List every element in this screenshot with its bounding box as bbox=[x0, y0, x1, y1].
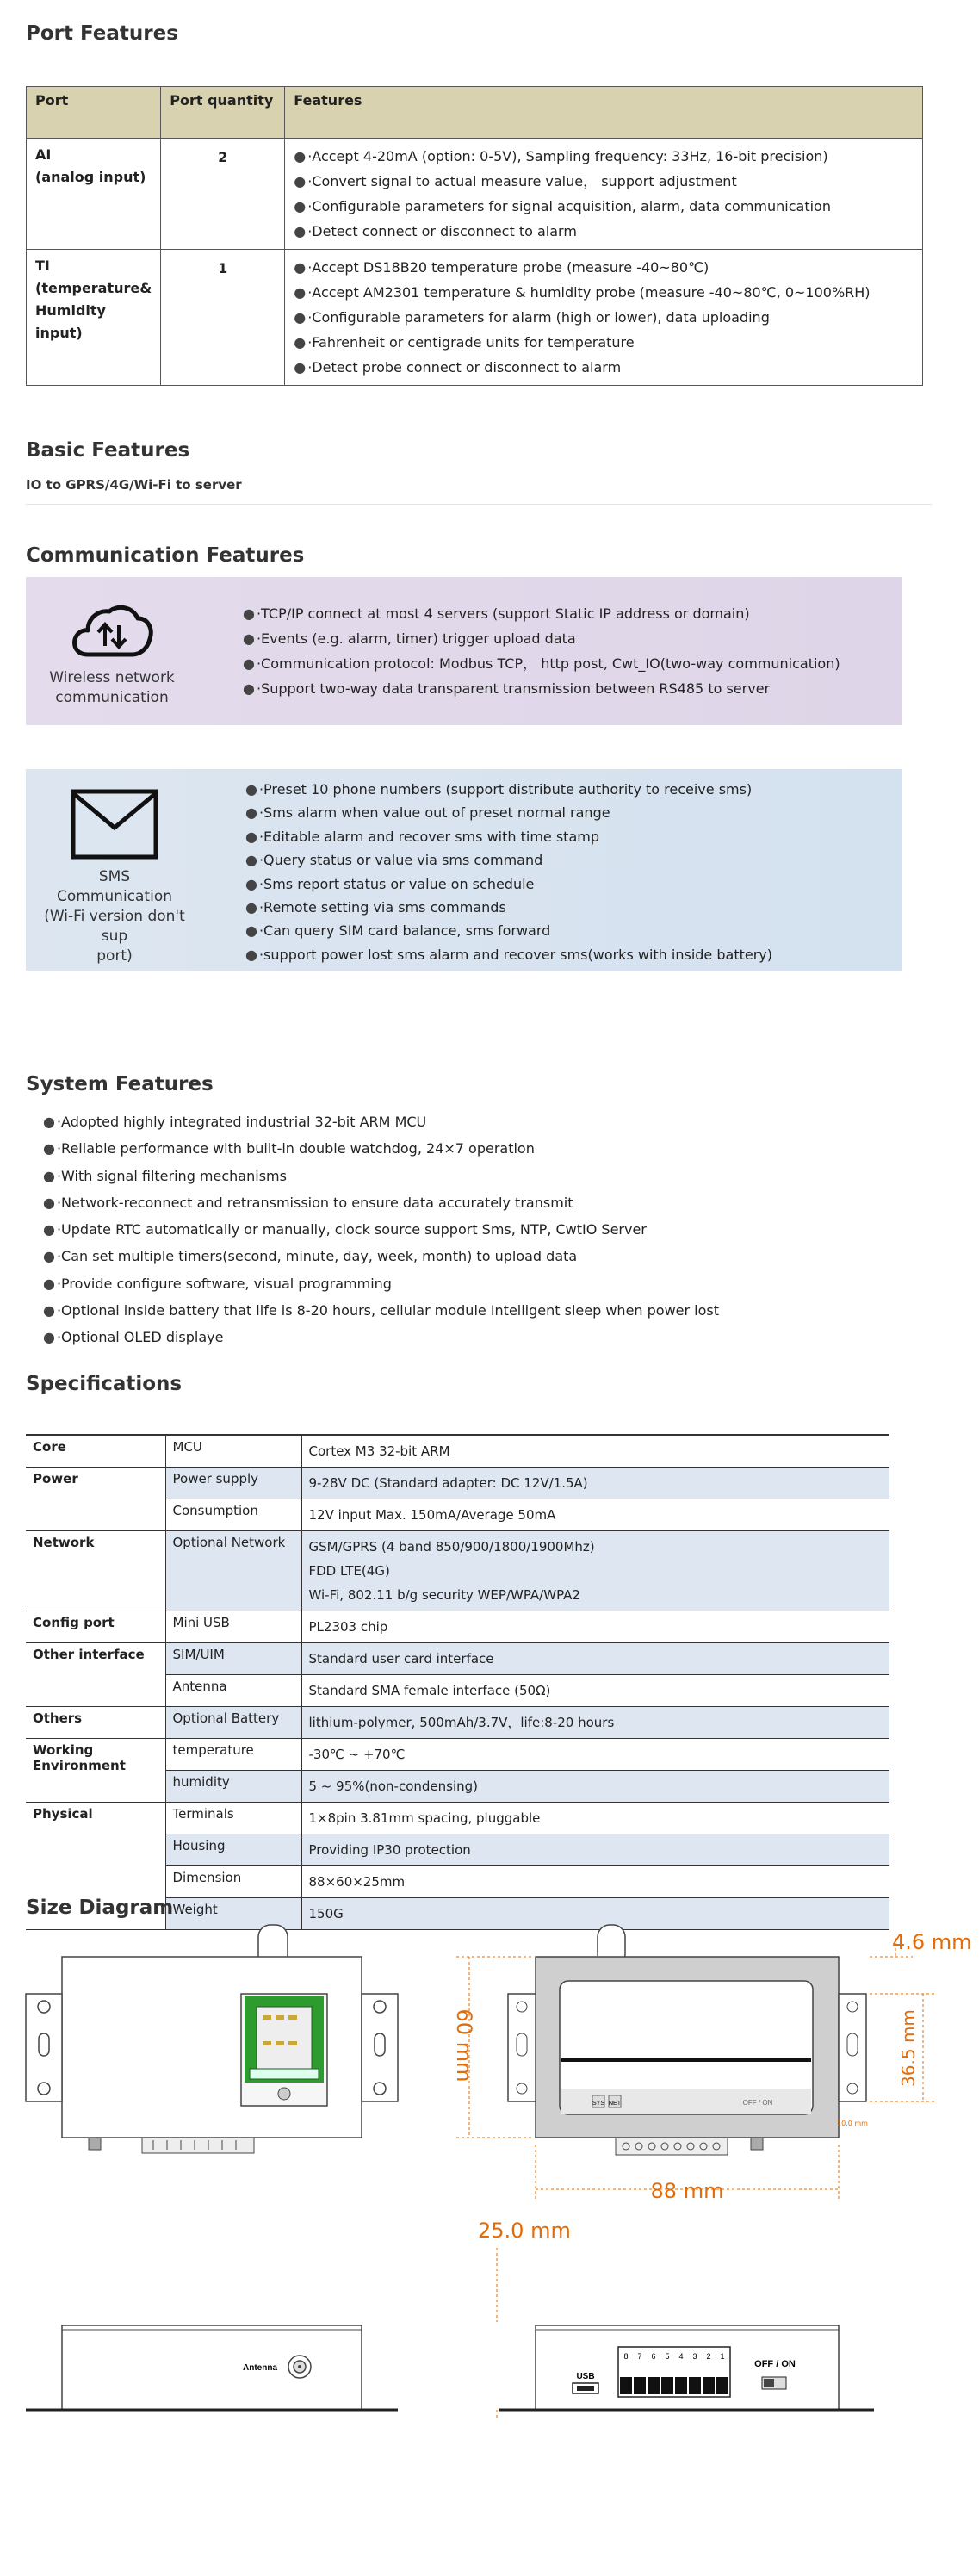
feature-item: ● ·Accept DS18B20 temperature probe (measure -40~80℃) bbox=[294, 255, 914, 280]
spec-value: -30℃ ~ +70℃ bbox=[301, 1739, 889, 1771]
spec-value: 150G bbox=[301, 1898, 889, 1930]
spec-category: Other interface bbox=[26, 1643, 165, 1707]
svg-text:1: 1 bbox=[720, 2352, 725, 2361]
specifications-table bbox=[26, 1434, 889, 1930]
header-features: Features bbox=[285, 87, 923, 139]
switch-label: OFF / ON bbox=[754, 2359, 796, 2369]
svg-text:2: 2 bbox=[706, 2352, 711, 2361]
table-row bbox=[26, 1739, 889, 1771]
spec-value-multi bbox=[301, 1531, 889, 1611]
svg-text:4: 4 bbox=[678, 2352, 684, 2361]
port-qty: 2 bbox=[161, 139, 285, 250]
spec-category: Others bbox=[26, 1707, 165, 1739]
feature-item: ● ·Configurable parameters for alarm (high or lower), data uploading bbox=[294, 305, 914, 330]
feature-item: ● ·Fahrenheit or centigrade units for temperature bbox=[294, 330, 914, 355]
spec-item: MCU bbox=[165, 1435, 301, 1468]
port-name-line: AI bbox=[35, 146, 52, 163]
spec-item: Weight bbox=[165, 1898, 301, 1930]
spec-value: 9-28V DC (Standard adapter: DC 12V/1.5A) bbox=[301, 1468, 889, 1499]
list-item: ● ·Remote setting via sms commands bbox=[245, 896, 772, 919]
spec-item: Optional Battery bbox=[165, 1707, 301, 1739]
list-item: ● ·With signal filtering mechanisms bbox=[43, 1163, 719, 1189]
system-features-title: System Features bbox=[26, 1073, 214, 1096]
spec-value: Cortex M3 32-bit ARM bbox=[301, 1435, 889, 1468]
list-item: ● ·Events (e.g. alarm, timer) trigger upload data bbox=[243, 626, 840, 651]
spec-item: temperature bbox=[165, 1739, 301, 1771]
spec-value: lithium-polymer, 500mAh/3.7V，life:8-20 hours bbox=[301, 1707, 889, 1739]
table-row bbox=[26, 1531, 889, 1611]
list-item: ● ·Optional inside battery that life is 8-20 hours, cellular module Intelligent sleep when power lost bbox=[43, 1297, 719, 1324]
header-port-quantity: Port quantity bbox=[161, 87, 285, 139]
spec-category: Core bbox=[26, 1435, 165, 1468]
table-row bbox=[26, 1707, 889, 1739]
antenna-label: Antenna bbox=[243, 2363, 277, 2373]
cloud-upload-download-icon bbox=[69, 598, 155, 663]
list-item: ● ·Can query SIM card balance, sms forward bbox=[245, 919, 772, 942]
spec-category bbox=[26, 1739, 165, 1803]
table-row bbox=[26, 1643, 889, 1675]
basic-features-title: Basic Features bbox=[26, 439, 190, 462]
led-label: NET bbox=[609, 2101, 621, 2107]
list-item: ● ·Preset 10 phone numbers (support distribute authority to receive sms) bbox=[245, 778, 772, 801]
switch-label-small: OFF / ON bbox=[742, 2099, 773, 2107]
feature-item: ● ·Accept AM2301 temperature & humidity probe (measure -40~80℃, 0~100%RH) bbox=[294, 280, 914, 305]
wireless-label-line: Wireless network bbox=[49, 669, 175, 686]
port-name-line: Humidity input) bbox=[35, 302, 106, 341]
svg-text:3: 3 bbox=[692, 2352, 697, 2361]
port-name-line: (temperature& bbox=[35, 280, 152, 296]
spec-item: Dimension bbox=[165, 1866, 301, 1898]
list-item: ● ·Can set multiple timers(second, minute, day, week, month) to upload data bbox=[43, 1243, 719, 1269]
spec-value: Standard user card interface bbox=[301, 1643, 889, 1675]
list-item: ● ·Editable alarm and recover sms with time stamp bbox=[245, 825, 772, 848]
spec-item: humidity bbox=[165, 1771, 301, 1803]
port-features-cell bbox=[285, 139, 923, 250]
spec-category-line: Working bbox=[33, 1742, 94, 1758]
svg-text:8: 8 bbox=[623, 2352, 629, 2361]
side-view-usb-diagram bbox=[497, 2248, 874, 2420]
spec-category-line: Environment bbox=[33, 1758, 126, 1773]
spec-value: 5 ~ 95%(non-condensing) bbox=[301, 1771, 889, 1803]
sms-label-block bbox=[33, 788, 196, 966]
svg-text:7: 7 bbox=[637, 2352, 642, 2361]
table-row bbox=[26, 1435, 889, 1468]
list-item: ● ·Query status or value via sms command bbox=[245, 848, 772, 872]
spec-category: Power bbox=[26, 1468, 165, 1531]
spec-category: Physical bbox=[26, 1803, 165, 1930]
spec-value: Wi-Fi, 802.11 b/g security WEP/WPA/WPA2 bbox=[308, 1587, 580, 1603]
port-name bbox=[27, 139, 161, 250]
spec-value: PL2303 chip bbox=[301, 1611, 889, 1643]
spec-category: Network bbox=[26, 1531, 165, 1611]
spec-item: SIM/UIM bbox=[165, 1643, 301, 1675]
dimension-label-small: 10.0 mm bbox=[837, 2120, 868, 2127]
sms-comm-box bbox=[26, 769, 902, 971]
list-item: ● ·Support two-way data transparent transmission between RS485 to server bbox=[243, 676, 840, 701]
spec-item: Mini USB bbox=[165, 1611, 301, 1643]
dimension-label-top: 4.6 mm bbox=[892, 1930, 972, 1954]
spec-value: 12V input Max. 150mA/Average 50mA bbox=[301, 1499, 889, 1531]
table-row bbox=[27, 139, 923, 250]
system-feature-list bbox=[43, 1108, 719, 1351]
port-name bbox=[27, 250, 161, 386]
spec-value: GSM/GPRS (4 band 850/900/1800/1900Mhz) bbox=[308, 1539, 595, 1555]
spec-value: 88×60×25mm bbox=[301, 1866, 889, 1898]
specifications-title: Specifications bbox=[26, 1373, 183, 1395]
feature-item: ● ·Accept 4-20mA (option: 0-5V), Sampling frequency: 33Hz, 16-bit precision) bbox=[294, 144, 914, 169]
port-features-title: Port Features bbox=[26, 22, 178, 45]
spec-item: Antenna bbox=[165, 1675, 301, 1707]
list-item: ● ·Adopted highly integrated industrial 32-bit ARM MCU bbox=[43, 1108, 719, 1135]
spec-item: Consumption bbox=[165, 1499, 301, 1531]
spec-item: Terminals bbox=[165, 1803, 301, 1834]
spec-value: 1×8pin 3.81mm spacing, pluggable bbox=[301, 1803, 889, 1834]
dimension-label-height: 60 mm bbox=[452, 2008, 476, 2083]
spec-item: Power supply bbox=[165, 1468, 301, 1499]
wireless-feature-list bbox=[243, 601, 840, 701]
wireless-label-block bbox=[43, 598, 181, 708]
wireless-label-line: communication bbox=[55, 689, 169, 706]
port-features-table bbox=[26, 86, 923, 386]
list-item: ● ·Update RTC automatically or manually, clock source support Sms, NTP, CwtIO Server bbox=[43, 1216, 719, 1243]
envelope-icon bbox=[70, 788, 159, 860]
spec-value: FDD LTE(4G) bbox=[308, 1563, 390, 1579]
feature-item: ● ·Detect connect or disconnect to alarm bbox=[294, 219, 914, 244]
side-view-antenna-diagram bbox=[26, 2325, 398, 2410]
communication-features-title: Communication Features bbox=[26, 544, 305, 567]
dimension-view-diagram bbox=[452, 1925, 972, 2243]
svg-text:5: 5 bbox=[665, 2352, 670, 2361]
usb-label: USB bbox=[576, 2372, 595, 2381]
sms-label-line: (Wi-Fi version don't sup bbox=[44, 908, 185, 945]
spec-item: Optional Network bbox=[165, 1531, 301, 1611]
divider bbox=[26, 504, 932, 505]
wireless-comm-box bbox=[26, 577, 902, 725]
sms-label-line: port) bbox=[96, 947, 133, 965]
list-item: ● ·Optional OLED displaye bbox=[43, 1324, 719, 1350]
dimension-label-right: 36.5 mm bbox=[898, 2009, 919, 2087]
list-item: ● ·Communication protocol: Modbus TCP， http post, Cwt_IO(two-way communication) bbox=[243, 651, 840, 676]
list-item: ● ·Sms report status or value on schedule bbox=[245, 872, 772, 896]
list-item: ● ·Network-reconnect and retransmission to ensure data accurately transmit bbox=[43, 1189, 719, 1216]
list-item: ● ·Sms alarm when value out of preset normal range bbox=[245, 801, 772, 824]
sms-feature-list bbox=[245, 778, 772, 966]
feature-item: ● ·Detect probe connect or disconnect to alarm bbox=[294, 355, 914, 380]
table-header-row bbox=[27, 87, 923, 139]
spec-value: Providing IP30 protection bbox=[301, 1834, 889, 1866]
dimension-label-width: 88 mm bbox=[650, 2179, 724, 2203]
port-qty: 1 bbox=[161, 250, 285, 386]
header-port: Port bbox=[27, 87, 161, 139]
svg-text:6: 6 bbox=[651, 2352, 656, 2361]
front-view-diagram bbox=[26, 1925, 398, 2153]
led-label: SYS bbox=[592, 2101, 605, 2107]
table-row bbox=[27, 250, 923, 386]
table-row bbox=[26, 1468, 889, 1499]
port-name-line: (analog input) bbox=[35, 169, 146, 185]
size-diagram bbox=[0, 1921, 979, 2437]
list-item: ● ·Reliable performance with built-in double watchdog, 24×7 operation bbox=[43, 1135, 719, 1162]
port-name-line: TI bbox=[35, 258, 50, 274]
dimension-label-depth: 25.0 mm bbox=[478, 2219, 571, 2243]
list-item: ● ·support power lost sms alarm and recover sms(works with inside battery) bbox=[245, 943, 772, 966]
feature-item: ● ·Convert signal to actual measure value， support adjustment bbox=[294, 169, 914, 194]
sms-label-line: SMS bbox=[98, 868, 131, 885]
spec-item: Housing bbox=[165, 1834, 301, 1866]
feature-item: ● ·Configurable parameters for signal acquisition, alarm, data communication bbox=[294, 194, 914, 219]
spec-value: Standard SMA female interface (50Ω) bbox=[301, 1675, 889, 1707]
spec-category: Config port bbox=[26, 1611, 165, 1643]
table-row bbox=[26, 1803, 889, 1834]
list-item: ● ·TCP/IP connect at most 4 servers (support Static IP address or domain) bbox=[243, 601, 840, 626]
basic-features-subtitle: IO to GPRS/4G/Wi-Fi to server bbox=[26, 477, 242, 493]
list-item: ● ·Provide configure software, visual programming bbox=[43, 1270, 719, 1297]
port-features-cell bbox=[285, 250, 923, 386]
size-diagram-title: Size Diagram bbox=[26, 1896, 174, 1919]
sms-label-line: Communication bbox=[57, 888, 172, 905]
table-row bbox=[26, 1611, 889, 1643]
